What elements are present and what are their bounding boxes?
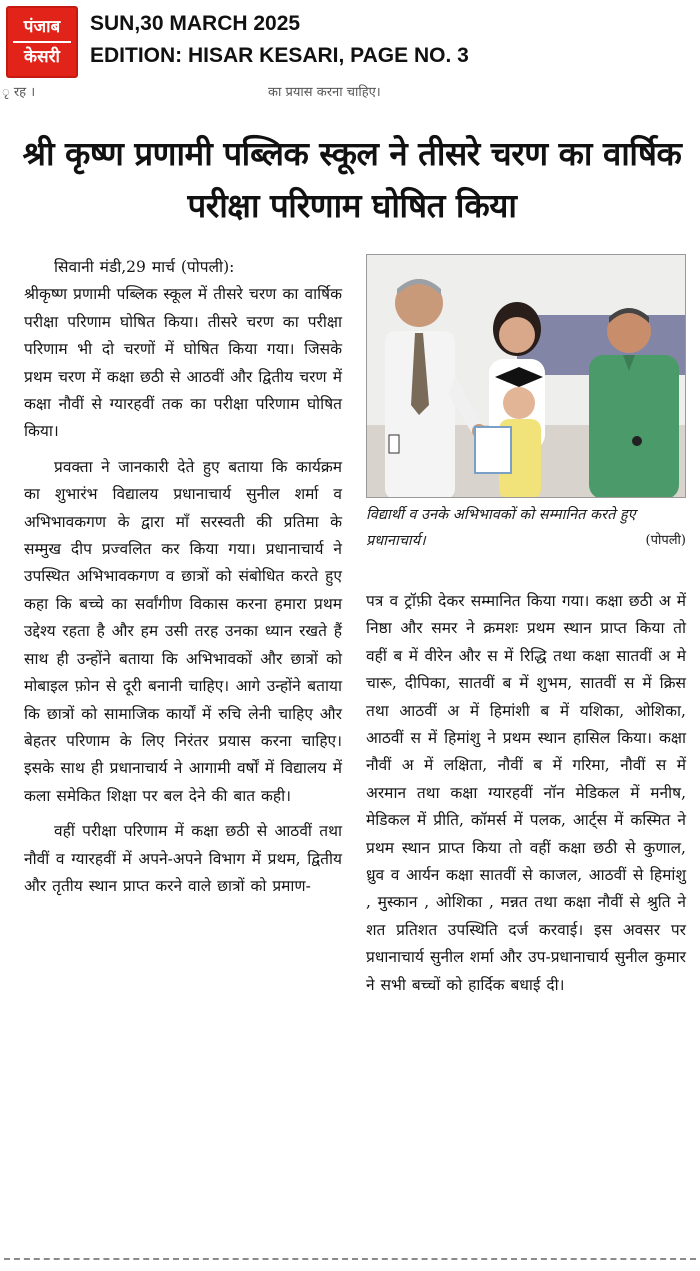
- logo-rule: [13, 41, 71, 43]
- edition-info: EDITION: HISAR KESARI, PAGE NO. 3: [90, 44, 469, 67]
- news-photo: [366, 254, 686, 498]
- publication-date: SUN,30 MARCH 2025: [90, 12, 301, 35]
- punjab-kesari-logo: [6, 6, 78, 78]
- logo-text-top: पंजाब: [23, 17, 61, 37]
- photo-caption: [366, 502, 686, 554]
- article-paragraph-4: पत्र व ट्रॉफ़ी देकर सम्मानित किया गया। कक्षा छठी अ में निष्ठा और समर ने क्रमशः प्रथम स्थान प्राप्त किया तो वहीं ब में वीरेन और स में रिद्धि तथा कक्षा सातवीं अ मे चारू, दीपिका, सातवीं ब में शुभम, सातवीं स में क्रिस तथा आठवीं अ में हिमांशी ब में यशिका, ओशिका, आठवीं स में हिमांशु ने प्रथम स्थान हासिल किया। कक्षा नौवीं अ में लक्षिता, नौवीं ब में गरिमा, नौवीं स में अरमान तथा कक्षा ग्यारहवीं नॉन मेडिकल में मनीष, मेडिकल में प्रीति, कॉमर्स में पलक, आर्ट्स में कस्मित ने प्रथम स्थान प्राप्त किया तो वहीं कक्षा छठी से कुणाल, ध्रुव व आर्यन कक्षा सातवीं से काजल, आठवीं से हिमांशु , मुस्कान , ओशिका , मन्नत तथा कक्षा नौवीं से श्रुति ने शत प्रतिशत उपस्थिति दर्ज करवाई। इस अवसर पर प्रधानाचार्य सुनील शर्मा और उप-प्रधानाचार्य सुनील कुमार ने सभी बच्चों को हार्दिक बधाई दी।: [366, 592, 686, 994]
- article-column-left: [24, 254, 342, 900]
- photo-illustration: [367, 255, 686, 498]
- masthead: [0, 0, 700, 80]
- article-paragraph-1: श्रीकृष्ण प्रणामी पब्लिक स्कूल में तीसरे चरण का वार्षिक परीक्षा परिणाम घोषित किया। तीसरे चरण का परीक्षा परिणाम भी दो चरणों में घोषित किया गया। जिसके प्रथम चरण में कक्षा छठी से आठवीं और द्वितीय चरण में कक्षा नौवीं से ग्यारहवीं तक का परीक्षा परिणाम घोषित किया।: [24, 285, 342, 441]
- clipped-text-right: का प्रयास करना चाहिए।: [268, 85, 381, 100]
- logo-text-bottom: केसरी: [24, 47, 60, 67]
- article-paragraph-3: वहीं परीक्षा परिणाम में कक्षा छठी से आठवीं तथा नौवीं व ग्यारहवीं में अपने-अपने विभाग में प्रथम, द्वितीय और तृतीय स्थान प्राप्त करने वाले छात्रों को प्रमाण-: [24, 822, 342, 895]
- article-column-right: [366, 588, 686, 999]
- article-headline: श्री कृष्ण प्रणामी पब्लिक स्कूल ने तीसरे चरण का वार्षिक परीक्षा परिणाम घोषित किया: [22, 134, 682, 225]
- clipped-previous-article: [0, 80, 700, 106]
- article-paragraph-2: प्रवक्ता ने जानकारी देते हुए बताया कि कार्यक्रम का शुभारंभ विद्यालय प्रधानाचार्य सुनील शर्मा व अभिभावकगण के द्वारा माँ सरस्वती की प्रतिमा के सम्मुख दीप प्रज्वलित कर किया गया। प्रधानाचार्य ने उपस्थित अभिभावकगण व छात्रों को संबोधित करते हुए कहा कि बच्चे का सर्वांगीण विकास करना हमारा प्रथम उद्देश्य रहता है और हम उसी तरह उनका ध्यान रखते हैं साथ ही उन्होंने बताया कि अभिभावकों और छात्रों को मोबाइल फ़ोन से दूरी बनानी चाहिए। आगे उन्होंने बताया कि छात्रों को सामाजिक कार्यों में रुचि लेनी चाहिए और बेहतर परिणाम के लिए निरंतर प्रयास करना चाहिए। इसके साथ ही प्रधानाचार्य ने आगामी वर्षों में विद्यालय में कला समेकित शिक्षा पर बल देने की बात कही।: [24, 457, 342, 805]
- caption-text: विद्यार्थी व उनके अभिभावकों को सम्मानित करते हुए प्रधानाचार्य।: [366, 507, 636, 549]
- photo-credit: (पोपली): [645, 533, 686, 548]
- clipping-cut-line: [4, 1258, 696, 1260]
- article-dateline: [24, 254, 342, 281]
- dateline-text: सिवानी मंडी,29 मार्च (पोपली):: [54, 258, 235, 276]
- clipped-text-left: ृ रह ।: [2, 85, 36, 100]
